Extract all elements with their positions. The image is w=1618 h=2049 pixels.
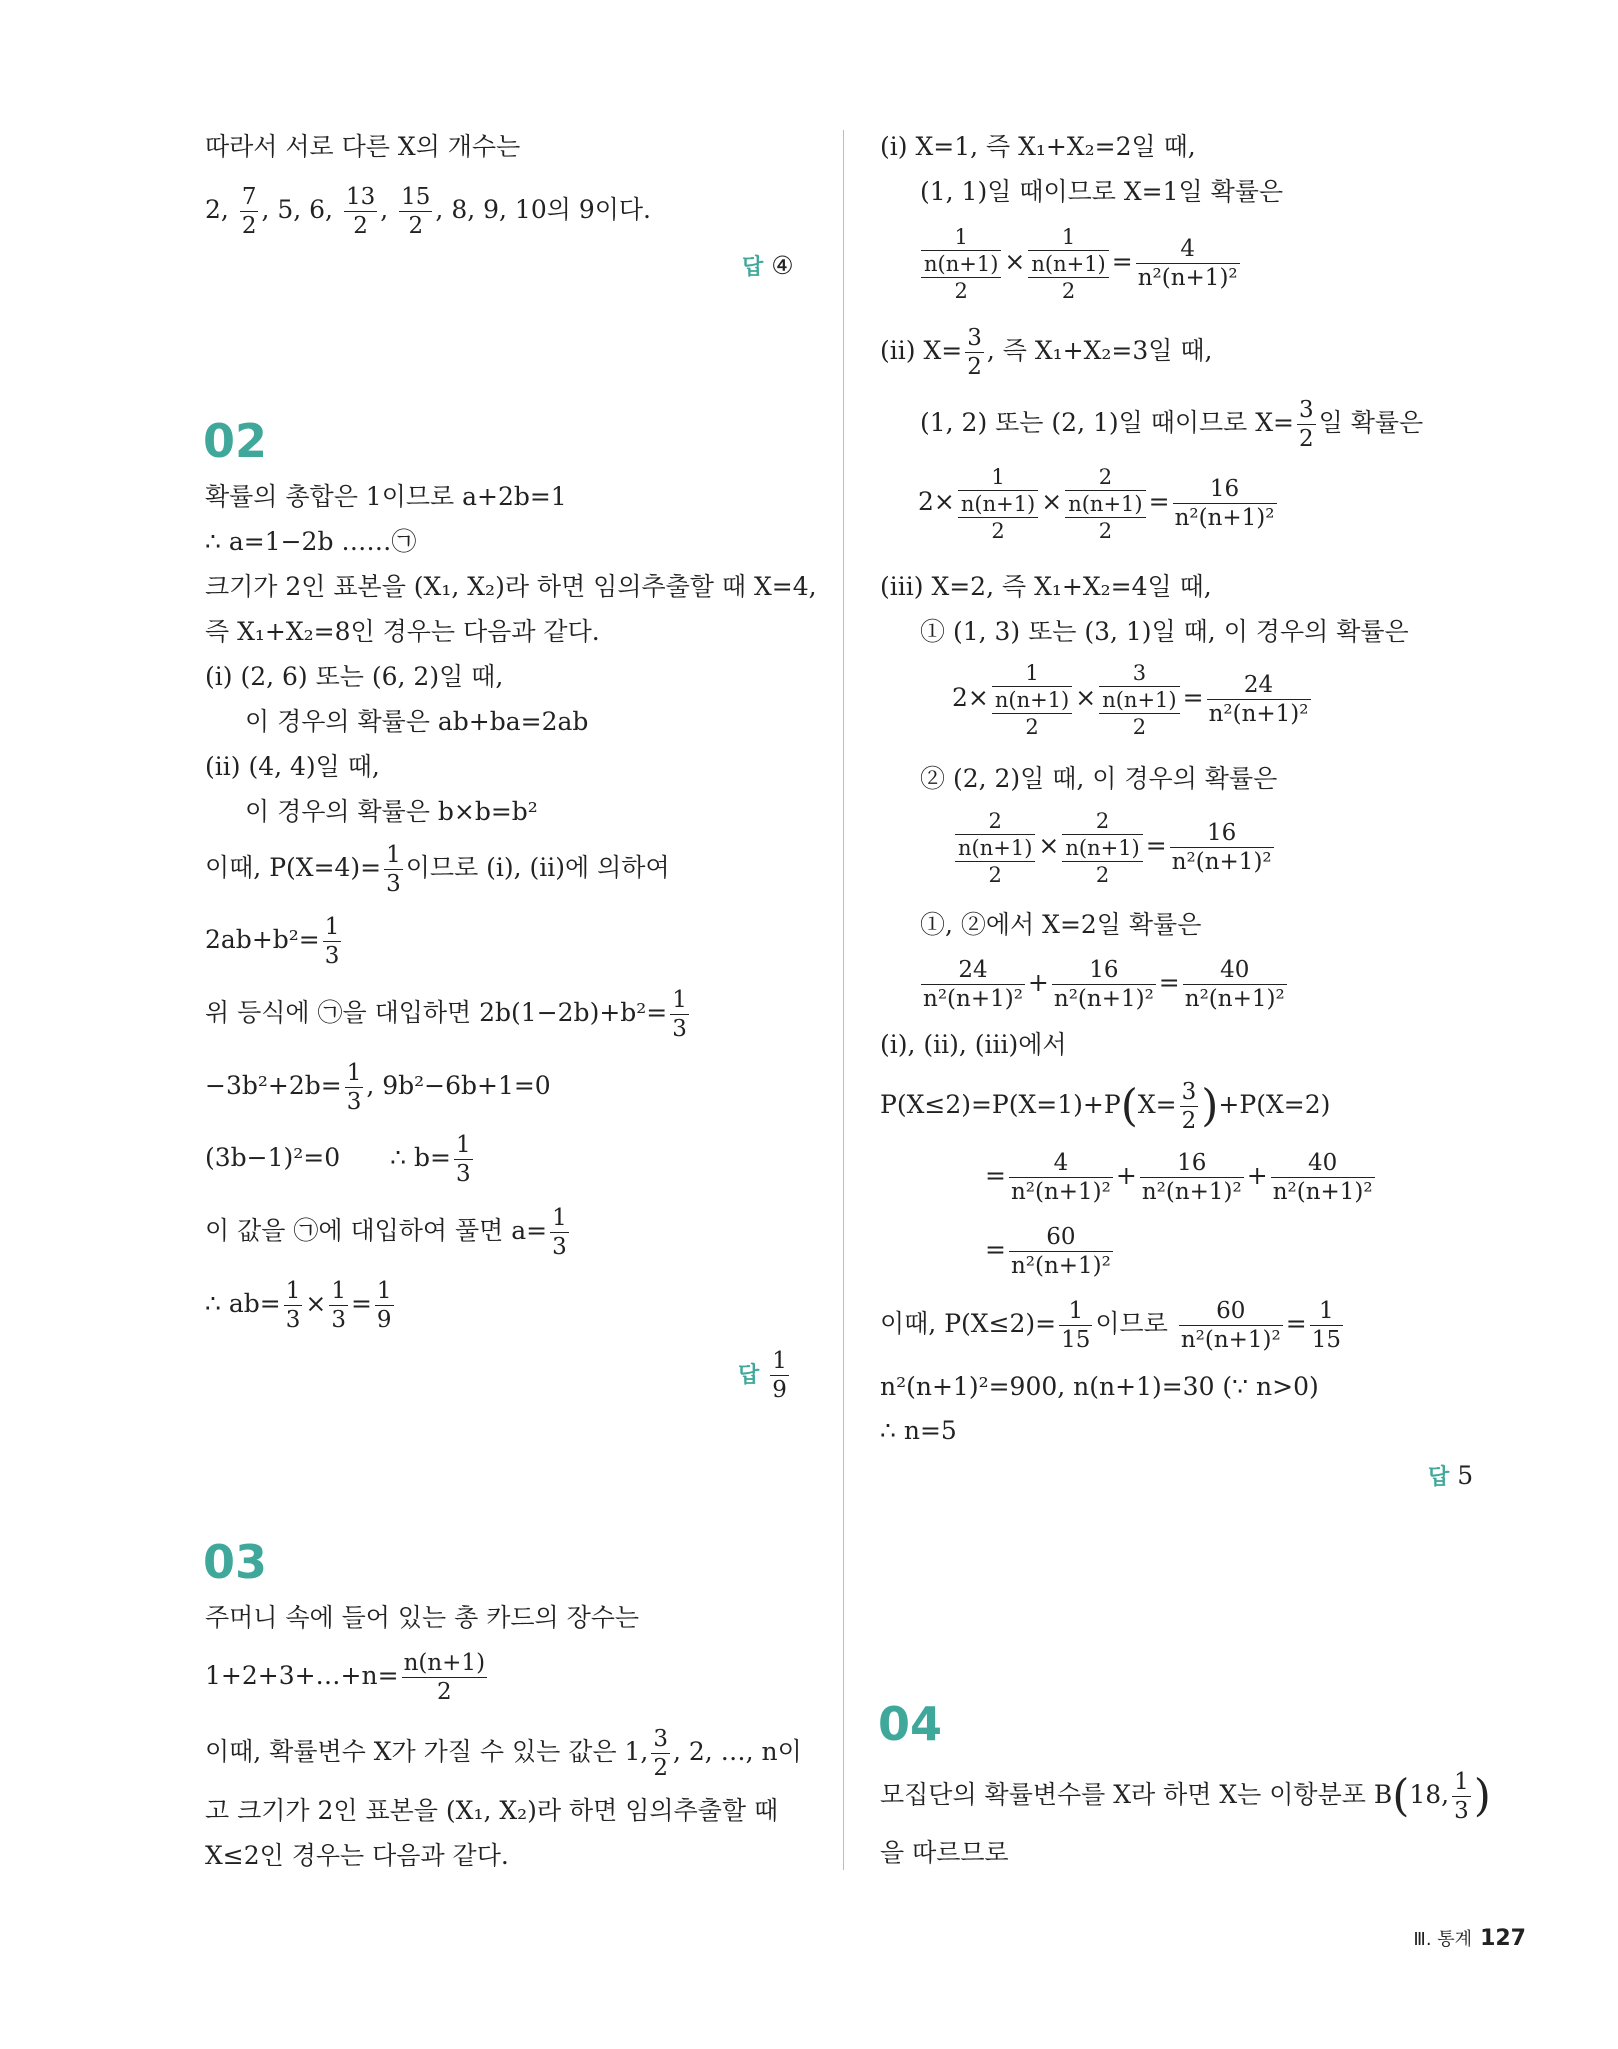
r-eq-2: 2× 1 n(n+1) 2 × 2 n(n+1) 2 = $\frac{16}{\text{n²(n+1)²}}$ bbox=[918, 464, 1275, 543]
problem-number-04: 04 bbox=[878, 1697, 943, 1751]
intro-values: 2, $\frac{7}{2}$ , 5, 6, $\frac{13}{2}$ , $\frac{15}{2}$ , 8, 9, 10의 9이다. bbox=[205, 184, 651, 239]
p2-line12: −3b²+2b= $\frac{1}{3}$ , 9b²−6b+1=0 bbox=[205, 1060, 551, 1115]
p2-line11: 위 등식에 ㉠을 대입하면 2b(1−2b)+b²= $\frac{1}{3}$ bbox=[205, 987, 687, 1042]
p4-line1: 모집단의 확률변수를 X라 하면 X는 이항분포 B(18, $\frac{1}{3}$ ) bbox=[880, 1769, 1491, 1824]
problem-number-02: 02 bbox=[203, 414, 268, 468]
answer-03: 답 5 bbox=[1428, 1461, 1474, 1490]
p3-line3: 이때, 확률변수 X가 가질 수 있는 값은 1, $\frac{3}{2}$ , 2, …, n이 bbox=[205, 1726, 802, 1781]
r-eq-7: = $\frac{60}{\text{n²(n+1)²}}$ bbox=[985, 1224, 1111, 1279]
r-line8: ① (1, 3) 또는 (3, 1)일 때, 이 경우의 확률은 bbox=[920, 617, 1409, 646]
r-line15: P(X≤2)=P(X=1)+P(X= $\frac{3}{2}$ )+P(X=2) bbox=[880, 1079, 1331, 1134]
r-line20: ∴ n=5 bbox=[880, 1416, 957, 1445]
r-eq-4: 2 n(n+1) 2 × 2 n(n+1) 2 = $\frac{16}{\text{n²(n+1)²}}$ bbox=[952, 806, 1277, 888]
r-line2: (1, 1)일 때이므로 X=1일 확률은 bbox=[920, 177, 1284, 206]
section-label: Ⅲ. 통계 bbox=[1413, 1929, 1473, 1950]
r-line1: (ⅰ) X=1, 즉 X₁+X₂=2일 때, bbox=[880, 132, 1196, 161]
r-eq-6: = $\frac{4}{\text{n²(n+1)²}}$ + $\frac{16}{\text{n²(n+1)²}}$ + $\frac{40}{\text{n²(n+1)²}}$ bbox=[985, 1150, 1373, 1205]
page-number: 127 bbox=[1480, 1926, 1526, 1951]
p3-line4: 고 크기가 2인 표본을 (X₁, X₂)라 하면 임의추출할 때 bbox=[205, 1796, 779, 1825]
r-line7: (ⅲ) X=2, 즉 X₁+X₂=4일 때, bbox=[880, 572, 1212, 601]
p3-line5: X≤2인 경우는 다음과 같다. bbox=[205, 1841, 509, 1870]
p2-line8: 이 경우의 확률은 b×b=b² bbox=[245, 797, 538, 826]
intro-line: 따라서 서로 다른 X의 개수는 bbox=[205, 132, 521, 161]
column-divider bbox=[843, 130, 844, 1870]
p2-line3: 크기가 2인 표본을 (X₁, X₂)라 하면 임의추출할 때 X=4, bbox=[205, 572, 817, 601]
p2-line15: ∴ ab= $\frac{1}{3}$ × $\frac{1}{3}$ = $\frac{1}{9}$ bbox=[205, 1278, 392, 1333]
r-line14: (ⅰ), (ⅱ), (ⅲ)에서 bbox=[880, 1030, 1067, 1059]
r-eq-1: 1 n(n+1) 2 × 1 n(n+1) 2 = $\frac{4}{\text{n²(n+1)²}}$ bbox=[918, 222, 1243, 304]
p2-line10: 2ab+b²= $\frac{1}{3}$ bbox=[205, 914, 340, 969]
p2-line14: 이 값을 ㉠에 대입하여 풀면 a= $\frac{1}{3}$ bbox=[205, 1205, 567, 1260]
fraction: $\frac{7}{2}$ bbox=[241, 184, 257, 239]
p2-line13: (3b−1)²=0 ∴ b= $\frac{1}{3}$ bbox=[205, 1132, 471, 1187]
p3-line2: 1+2+3+…+n= $\frac{n(n+1)}{2}$ bbox=[205, 1650, 486, 1705]
answer-01: 답 ④ bbox=[742, 251, 794, 280]
r-line19: n²(n+1)²=900, n(n+1)=30 (∵ n>0) bbox=[880, 1372, 1319, 1401]
r-line4: (ⅱ) X= $\frac{3}{2}$ , 즉 X₁+X₂=3일 때, bbox=[880, 325, 1213, 380]
r-eq-5: $\frac{24}{\text{n²(n+1)²}}$ + $\frac{16}{\text{n²(n+1)²}}$ = $\frac{40}{\text{n²(n+1)²}}$ bbox=[923, 957, 1285, 1012]
p2-line9: 이때, P(X=4)= $\frac{1}{3}$ 이므로 (ⅰ), (ⅱ)에 의하여 bbox=[205, 842, 670, 897]
r-line5: (1, 2) 또는 (2, 1)일 때이므로 X= $\frac{3}{2}$ 일 확률은 bbox=[920, 397, 1424, 452]
r-line10: ② (2, 2)일 때, 이 경우의 확률은 bbox=[920, 764, 1278, 793]
problem-number-03: 03 bbox=[203, 1535, 268, 1589]
p2-line6: 이 경우의 확률은 ab+ba=2ab bbox=[245, 707, 589, 736]
fraction: $\frac{13}{2}$ bbox=[345, 184, 376, 239]
p2-line7: (ⅱ) (4, 4)일 때, bbox=[205, 752, 380, 781]
answer-02: 답 $\frac{1}{9}$ bbox=[738, 1348, 787, 1403]
p2-line4: 즉 X₁+X₂=8인 경우는 다음과 같다. bbox=[205, 617, 600, 646]
page-footer bbox=[1413, 1925, 1526, 1951]
p2-line5: (ⅰ) (2, 6) 또는 (6, 2)일 때, bbox=[205, 662, 504, 691]
p2-line2: ∴ a=1−2b ……㉠ bbox=[205, 527, 417, 556]
p4-line2: 을 따르므로 bbox=[880, 1838, 1009, 1867]
fraction: $\frac{15}{2}$ bbox=[401, 184, 431, 239]
p3-line1: 주머니 속에 들어 있는 총 카드의 장수는 bbox=[205, 1603, 640, 1632]
r-line18: 이때, P(X≤2)= $\frac{1}{15}$ 이므로 $\frac{60}{\text{n²(n+1)²}}$ = $\frac{1}{15}$ bbox=[880, 1298, 1341, 1353]
r-eq-3: 2× 1 n(n+1) 2 × 3 n(n+1) 2 = $\frac{24}{\text{n²(n+1)²}}$ bbox=[952, 660, 1309, 739]
r-line12: ①, ②에서 X=2일 확률은 bbox=[920, 910, 1202, 939]
p2-line1: 확률의 총합은 1이므로 a+2b=1 bbox=[205, 482, 567, 511]
